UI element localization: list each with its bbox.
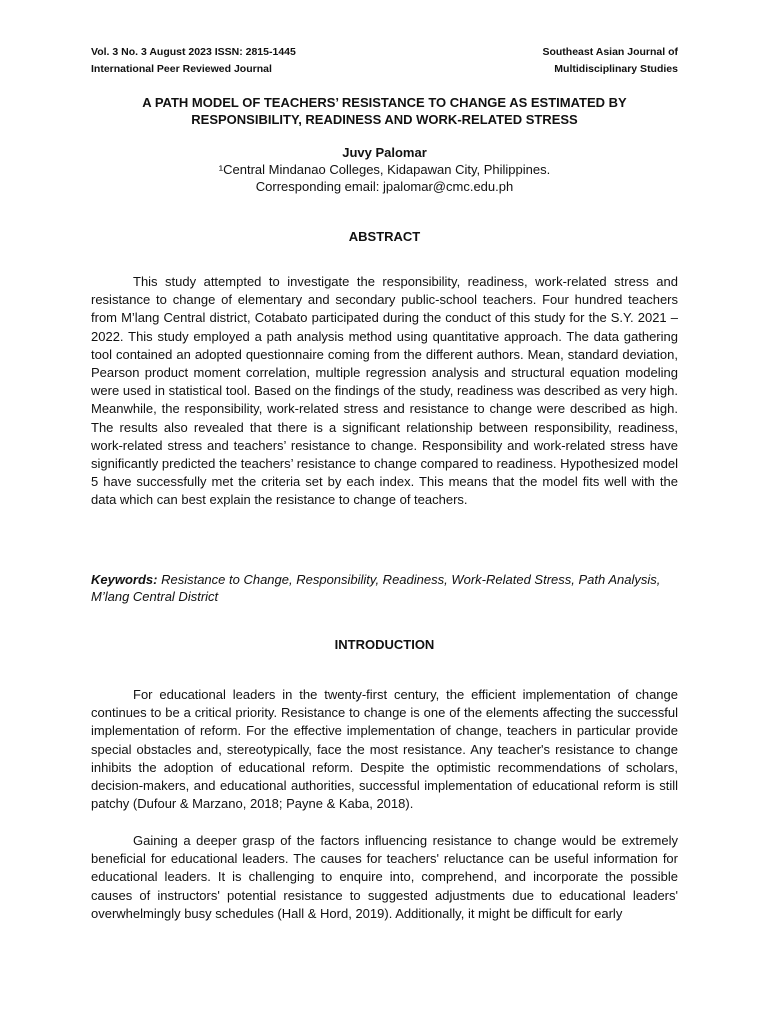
journal-name-line2: Multidisciplinary Studies [554, 63, 678, 75]
volume-issn-line: Vol. 3 No. 3 August 2023 ISSN: 2815-1445 [91, 46, 296, 58]
abstract-heading: ABSTRACT [348, 229, 421, 244]
introduction-paragraph-1: For educational leaders in the twenty-first century, the efficient implementation of change continues to be a critical priority. Resistance to change is one of the elements affecting the successful implementation of reform. For the effective implementation of change, teachers in particular provide special obstacles and, stereotypically, face the most resistance. Any teacher's resistance to change inhibits the adoption of educational reform. Despite the optimistic recommendations of scholars, decision-makers, and educational authorities, successful implementation of educational reform is still patchy (Dufour & Marzano, 2018; Payne & Kaba, 2018). [91, 687, 678, 812]
abstract-body: This study attempted to investigate the responsibility, readiness, work-related stress and resistance to change of elementary and secondary public-school teachers. Four hundred teachers from M’lang Central district, Cotabato participated during the conduct of this study for the S.Y. 2021 – 2022. This study employed a path analysis method using quantitative approach. The data gathering tool contained an adopted questionnaire coming from the different authors. Mean, standard deviation, Pearson product moment correlation, multiple regression analysis and structural equation modeling were used in statistical tool. Based on the findings of the study, readiness was described as very high. Meanwhile, the responsibility, work-related stress and resistance to change were described as high. The results also revealed that there is a significant relationship between responsibility, readiness, work-related stress and teachers’ resistance to change. Responsibility and work-related stress have significantly predicted the teachers’ resistance to change compared to readiness. Hypothesized model 5 have successfully met the criteria set by each index. This means that the model fits well with the data which can best explain the resistance to change of teachers. [91, 274, 678, 508]
introduction-heading: INTRODUCTION [334, 637, 435, 652]
paper-title-line1: A PATH MODEL OF TEACHERS’ RESISTANCE TO CHANGE AS ESTIMATED BY [142, 95, 627, 110]
author-name: Juvy Palomar [342, 145, 427, 160]
journal-header-right [542, 44, 678, 78]
author-affiliation: ¹Central Mindanao Colleges, Kidapawan City, Philippines. [218, 162, 551, 177]
journal-header-left [91, 44, 296, 78]
author-email: Corresponding email: jpalomar@cmc.edu.ph [255, 179, 514, 194]
keywords-label: Keywords: [91, 572, 158, 587]
author-block [91, 144, 678, 195]
introduction-paragraph-2: Gaining a deeper grasp of the factors influencing resistance to change would be extremely beneficial for educational leaders. The causes for teachers' reluctance can be useful information for educational leaders. It is challenging to enquire into, comprehend, and incorporate the possible causes of instructors' potential resistance to suggested adjustments due to educational leaders' overwhelmingly busy schedules (Hall & Hord, 2019). Additionally, it might be difficult for early [91, 833, 678, 921]
paper-title-line2: RESPONSIBILITY, READINESS AND WORK-RELATED STRESS [191, 112, 578, 127]
journal-name-line1: Southeast Asian Journal of [542, 46, 678, 58]
peer-reviewed-line: International Peer Reviewed Journal [91, 63, 272, 75]
paper-title [91, 94, 678, 128]
keywords-text: Resistance to Change, Responsibility, Readiness, Work-Related Stress, Path Analysis, M’lang Central District [91, 572, 661, 604]
keywords [91, 571, 678, 605]
